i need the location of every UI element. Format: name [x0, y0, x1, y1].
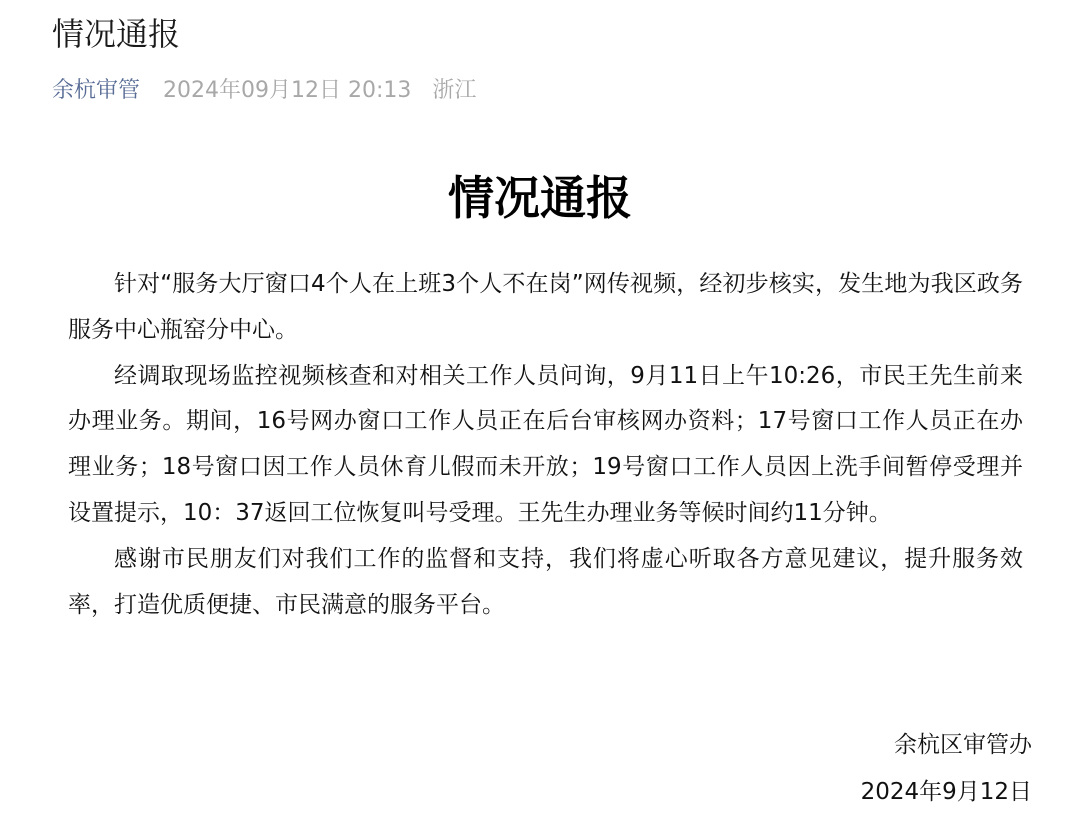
- article-body: [68, 262, 1023, 628]
- page-title: 情况通报: [52, 15, 181, 53]
- paragraph: 感谢市民朋友们对我们工作的监督和支持，我们将虚心听取各方意见建议，提升服务效率，打造优质便捷、市民满意的服务平台。: [68, 545, 1023, 618]
- document-heading: 情况通报: [448, 171, 632, 225]
- paragraph: 经调取现场监控视频核查和对相关工作人员问询，9月11日上午10:26，市民王先生前来办理业务。期间，16号网办窗口工作人员正在后台审核网办资料；17号窗口工作人员正在办理业务；18号窗口因工作人员休育儿假而未开放；19号窗口工作人员因上洗手间暂停受理并设置提示，10：37返回工位恢复叫号受理。王先生办理业务等候时间约11分钟。: [68, 362, 1023, 526]
- paragraph: 针对“服务大厅窗口4个人在上班3个人不在岗”网传视频，经初步核实，发生地为我区政务服务中心瓶窑分中心。: [68, 271, 1023, 343]
- signature-date: 2024年9月12日: [860, 779, 1032, 805]
- signature-block: [861, 722, 1032, 816]
- publish-time: 2024年09月12日 20:13: [163, 78, 412, 103]
- signature-organization: 余杭区审管办: [894, 732, 1032, 758]
- article-meta: [52, 76, 476, 106]
- account-name-link[interactable]: 余杭审管: [52, 78, 141, 103]
- publish-location: 浙江: [432, 78, 477, 103]
